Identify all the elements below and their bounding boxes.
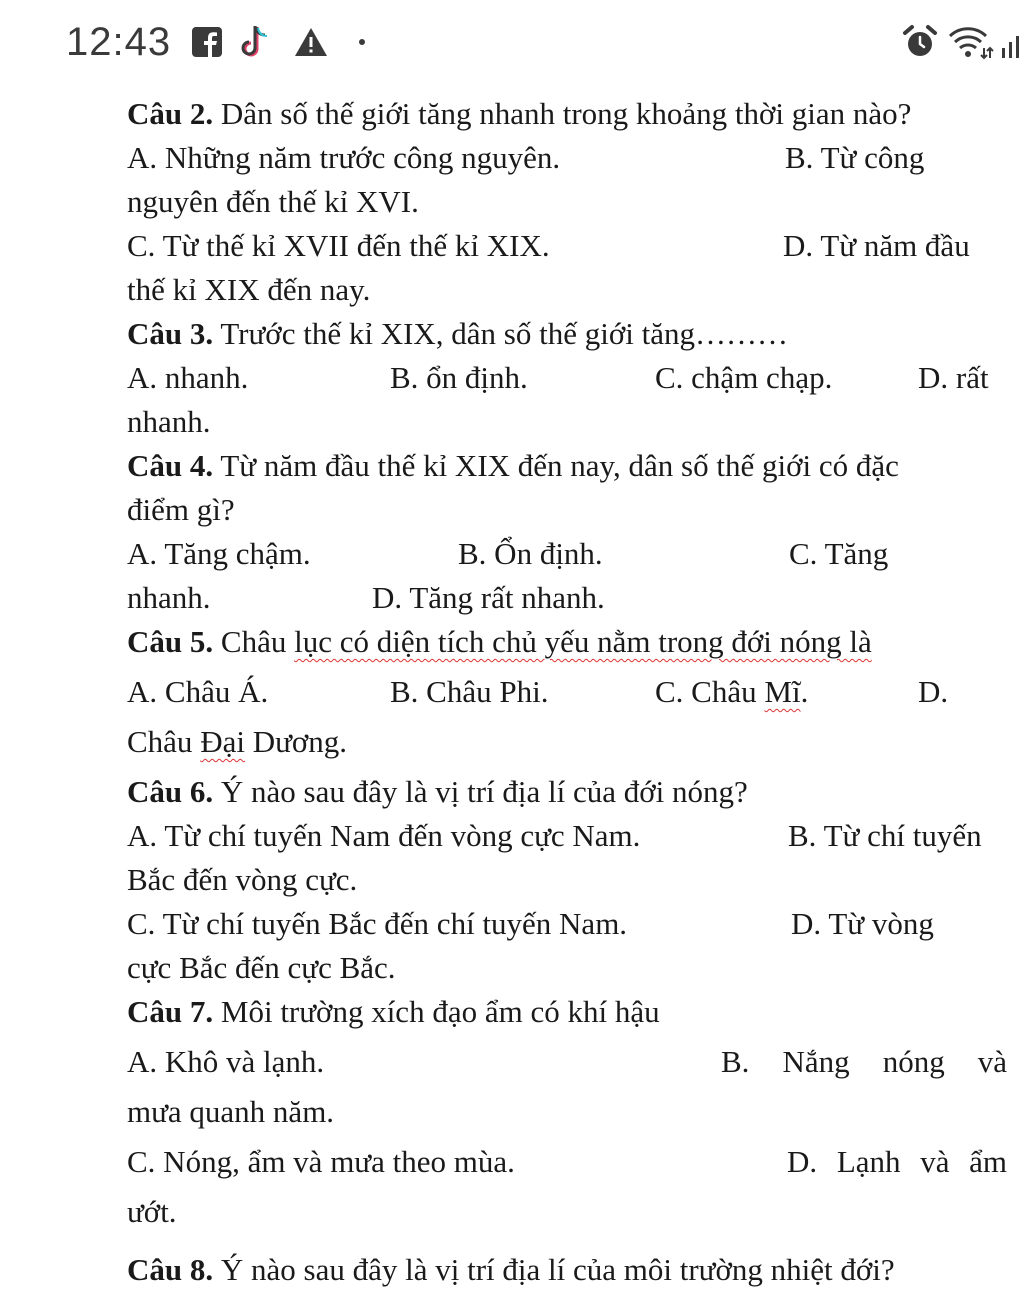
- option-c-text: C. Châu: [655, 674, 765, 709]
- document-content: [127, 92, 1012, 1292]
- question-text: Từ năm đầu thế kỉ XIX đến nay, dân số thế giới có đặc: [213, 448, 899, 483]
- option-continuation: Bắc đến vòng cực.: [127, 862, 358, 897]
- question-text: Trước thế kỉ XIX, dân số thế giới tăng………: [213, 316, 788, 351]
- spellcheck-underlined-text: Mĩ: [764, 674, 801, 709]
- question-text-continuation: điểm gì?: [127, 492, 235, 527]
- option-c: C. Từ chí tuyến Bắc đến chí tuyến Nam.: [127, 906, 628, 941]
- answer-line: [127, 136, 1012, 180]
- option-b: B. Ổn định.: [458, 536, 603, 571]
- option-a: A. nhanh.: [127, 360, 249, 395]
- facebook-icon: [192, 27, 222, 57]
- option-d: D. Từ vòng: [791, 906, 934, 941]
- status-bar: [0, 0, 1024, 88]
- question-4-title: [127, 444, 1012, 488]
- option-word: D.: [787, 1144, 818, 1179]
- tiktok-icon: [240, 24, 272, 62]
- question-label: Câu 4.: [127, 448, 214, 483]
- answer-line: [127, 224, 1012, 268]
- answer-line: [127, 1190, 1012, 1240]
- question-label: Câu 5.: [127, 624, 214, 659]
- dot-icon: [358, 38, 366, 46]
- question-label: Câu 7.: [127, 994, 214, 1029]
- option-continuation: nhanh.: [127, 580, 211, 615]
- option-a: A. Từ chí tuyến Nam đến vòng cực Nam.: [127, 818, 641, 853]
- option-continuation: nguyên đến thế kỉ XVI.: [127, 184, 419, 219]
- option-word: và: [977, 1044, 1007, 1079]
- answer-line: [127, 400, 1012, 444]
- question-2-title: [127, 92, 1012, 136]
- option-b: B. Từ chí tuyến: [788, 818, 982, 853]
- wifi-icon: [948, 24, 994, 60]
- answer-line: [127, 946, 1012, 990]
- option-c: [655, 670, 808, 714]
- question-3-title: [127, 312, 1012, 356]
- question-text: Châu: [213, 624, 295, 659]
- alarm-icon: [902, 24, 938, 60]
- question-4-title-cont: [127, 488, 1012, 532]
- answer-line: [127, 1140, 1012, 1190]
- option-continuation: nhanh.: [127, 404, 211, 439]
- signal-icon: [1000, 36, 1022, 58]
- question-label: Câu 6.: [127, 774, 214, 809]
- option-c: C. Nóng, ẩm và mưa theo mùa.: [127, 1144, 515, 1179]
- option-continuation: Châu: [127, 724, 201, 759]
- answer-line: [127, 268, 1012, 312]
- answer-line: [127, 858, 1012, 902]
- answer-line: [127, 356, 1012, 400]
- option-word: B.: [721, 1044, 750, 1079]
- option-continuation: mưa quanh năm.: [127, 1094, 335, 1129]
- question-text: Ý nào sau đây là vị trí địa lí của đới nóng?: [213, 774, 748, 809]
- option-d: D. Tăng rất nhanh.: [372, 580, 605, 615]
- option-continuation: cực Bắc đến cực Bắc.: [127, 950, 396, 985]
- option-a: A. Khô và lạnh.: [127, 1044, 325, 1079]
- option-c: C. Tăng: [789, 536, 889, 571]
- option-word: Lạnh: [836, 1144, 901, 1179]
- spellcheck-underlined-text: Đại: [200, 724, 245, 759]
- option-b: B. ổn định.: [390, 360, 528, 395]
- option-d: [787, 1140, 1007, 1184]
- question-label: Câu 8.: [127, 1252, 214, 1287]
- question-label: Câu 3.: [127, 316, 214, 351]
- option-continuation: ướt.: [127, 1194, 177, 1229]
- question-text: Ý nào sau đây là vị trí địa lí của môi trường nhiệt đới?: [213, 1252, 895, 1287]
- question-text: Dân số thế giới tăng nhanh trong khoảng thời gian nào?: [213, 96, 912, 131]
- answer-line: [127, 532, 1012, 576]
- option-word: Nắng: [782, 1044, 850, 1079]
- option-c: C. chậm chạp.: [655, 360, 833, 395]
- option-a: A. Những năm trước công nguyên.: [127, 140, 561, 175]
- answer-line: [127, 1040, 1012, 1090]
- question-text: Môi trường xích đạo ẩm có khí hậu: [213, 994, 660, 1029]
- option-continuation: thế kỉ XIX đến nay.: [127, 272, 371, 307]
- option-d: D.: [918, 674, 949, 709]
- answer-line: [127, 1090, 1012, 1140]
- option-a: A. Châu Á.: [127, 674, 269, 709]
- option-word: ẩm: [969, 1144, 1007, 1179]
- question-label: Câu 2.: [127, 96, 214, 131]
- question-5-title: [127, 620, 1012, 670]
- option-b: B. Châu Phi.: [390, 674, 549, 709]
- answer-line: [127, 576, 1012, 620]
- option-continuation-end: Dương.: [244, 724, 348, 759]
- answer-line: [127, 814, 1012, 858]
- question-7-title: [127, 990, 1012, 1040]
- option-word: và: [920, 1144, 950, 1179]
- option-d: D. rất: [918, 360, 989, 395]
- answer-line: [127, 670, 1012, 720]
- option-c-end: .: [800, 674, 809, 709]
- status-time: 12:43: [66, 20, 172, 64]
- spellcheck-underlined-text: lục có diện tích chủ yếu nằm trong đới nóng là: [294, 624, 872, 659]
- option-c: C. Từ thế kỉ XVII đến thế kỉ XIX.: [127, 228, 550, 263]
- answer-line: [127, 902, 1012, 946]
- answer-line: [127, 180, 1012, 224]
- warning-icon: [294, 27, 328, 57]
- option-word: nóng: [882, 1044, 945, 1079]
- answer-line: [127, 720, 1012, 770]
- option-d: D. Từ năm đầu: [783, 228, 970, 263]
- question-6-title: [127, 770, 1012, 814]
- option-b: [721, 1040, 1007, 1084]
- question-8-title: [127, 1248, 1012, 1292]
- option-a: A. Tăng chậm.: [127, 536, 311, 571]
- option-b: B. Từ công: [785, 140, 925, 175]
